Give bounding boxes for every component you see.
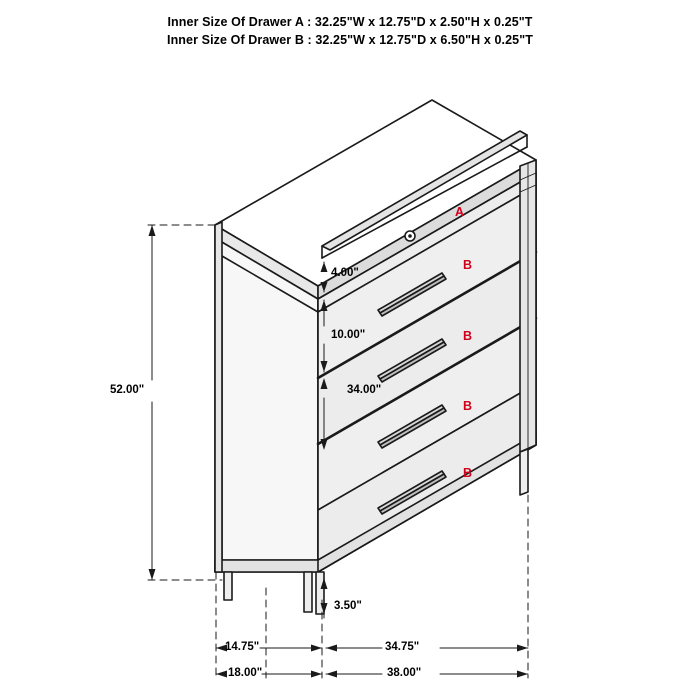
arrow-height-top bbox=[149, 225, 156, 236]
leg-front-left bbox=[224, 572, 232, 600]
drawer-label-b4: B bbox=[463, 466, 473, 480]
dim-label-case-width: 34.00" bbox=[347, 384, 382, 396]
drawer-b-spec: Inner Size Of Drawer B : 32.25"W x 12.75"D x 6.50"H x 0.25"T bbox=[167, 33, 533, 47]
arrow-height-bottom bbox=[149, 569, 156, 580]
dim-label-leg-height: 3.50" bbox=[334, 600, 362, 612]
arrow-3800-right bbox=[517, 671, 528, 678]
arrow-3475-right bbox=[517, 645, 528, 652]
drawer-label-a: A bbox=[455, 205, 465, 219]
drawer-label-b1: B bbox=[463, 258, 473, 272]
leg-back-right bbox=[520, 449, 528, 495]
dim-label-front-width: 34.75" bbox=[385, 641, 420, 653]
drawer-label-b3: B bbox=[463, 399, 473, 413]
leg-front-center bbox=[304, 572, 312, 612]
dim-label-overall-height: 52.00" bbox=[110, 384, 145, 396]
arrow-1800-left bbox=[216, 671, 227, 678]
arrow-3475-left bbox=[326, 645, 337, 652]
dim-label-overall-width: 38.00" bbox=[387, 667, 422, 679]
drawer-a-spec: Inner Size Of Drawer A : 32.25"W x 12.75"D x 2.50"H x 0.25"T bbox=[167, 15, 533, 29]
drawer-label-b2: B bbox=[463, 329, 473, 343]
arrow-1800-right bbox=[311, 671, 322, 678]
arrow-3800-left bbox=[326, 671, 337, 678]
dim-label-side-depth: 14.75" bbox=[225, 641, 260, 653]
dim-label-drawer-b-height: 10.00" bbox=[331, 329, 366, 341]
dim-label-drawer-a-height: 4.00" bbox=[331, 267, 359, 279]
dim-label-overall-depth: 18.00" bbox=[228, 667, 263, 679]
arrow-1475-right bbox=[311, 645, 322, 652]
left-post bbox=[215, 222, 222, 572]
drawer-a-knob-center bbox=[408, 234, 412, 238]
